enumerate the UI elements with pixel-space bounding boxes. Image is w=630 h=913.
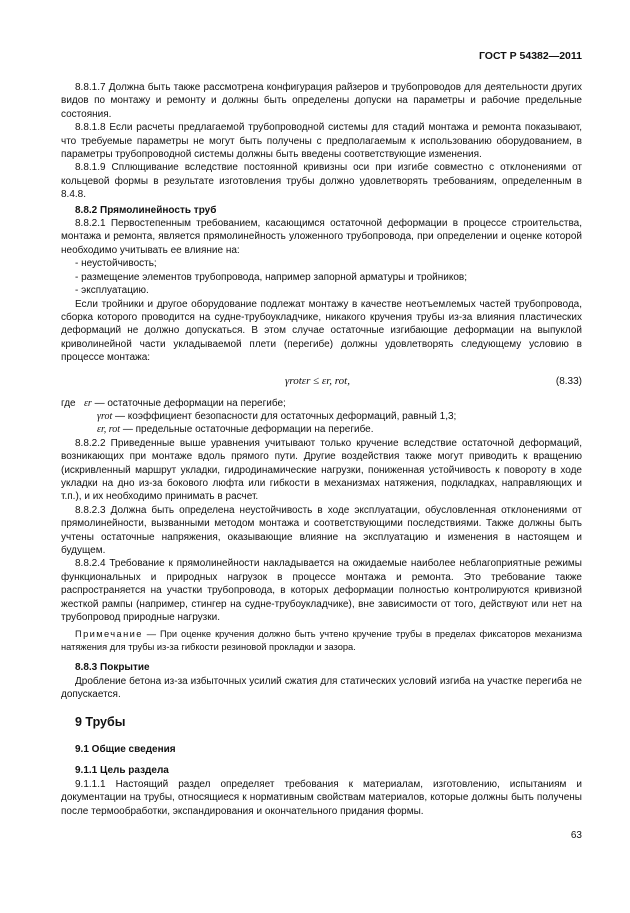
page-number: 63: [570, 830, 582, 841]
where-text: — коэффициент безопасности для остаточных деформаций, равный 1,3;: [115, 410, 457, 422]
where-item: [61, 397, 582, 410]
paragraph-8-8-1-7: 8.8.1.7 Должна быть также рассмотрена конфигурация райзеров и трубопроводов для деятельности других видов по монтажу и ремонту и должны быть определены допуски на параметры и рабочие предельные состояния.: [61, 82, 582, 120]
where-lead: где: [61, 397, 76, 409]
note: [61, 628, 582, 653]
paragraph-8-8-1-8: 8.8.1.8 Если расчеты предлагаемой трубопроводной системы для стадий монтажа и ремонта показывают, что требуемые параметры не могут быть получены с предполагаемым к использованию оборудованием, в параметры трубопроводной системы должны быть введены соответствующие изменения.: [61, 122, 582, 161]
where-symbol: εr: [83, 397, 92, 409]
where-text: — предельные остаточные деформации на перегибе.: [122, 424, 374, 436]
where-symbol: εr, rot: [97, 424, 121, 436]
list-item: - неустойчивость;: [75, 258, 157, 270]
document-code: ГОСТ Р 54382—2011: [478, 50, 582, 62]
paragraph-8-8-1-9: 8.8.1.9 Сплющивание вследствие постоянной кривизны оси при изгибе совместно с отклонениями от кольцевой формы в результате изготовления трубы должно удовлетворять требованиям, определенным в 8.4.8.: [61, 162, 582, 201]
note-text: — При оценке кручения должно быть учтено кручение трубы в пределах фиксаторов механизма натяжения для трубы из-за гибкости резиновой прокладки и зазора.: [61, 629, 582, 652]
paragraph-8-8-2-3: 8.8.2.3 Должна быть определена неустойчивость в ходе эксплуатации, обусловленная отклонениями от прямолинейности, вызванными методом монтажа и соответствующими последствиями. Также должны быть учтены остаточные напряжения, оказывающие влияние на эксплуатацию и изменения в настоящем и будущем.: [61, 504, 582, 556]
where-symbol: γrot: [97, 410, 113, 422]
where-block: [61, 397, 582, 437]
heading-9-1-1: 9.1.1 Цель раздела: [75, 765, 169, 777]
paragraph-9-1-1-1: 9.1.1.1 Настоящий раздел определяет требования к материалам, изготовлению, испытаниям и документации на трубы, относящиеся к нормативным свойствам материалов, которые должны быть получены после термообработки, экспандирования и окончательного придания формы.: [61, 778, 582, 817]
paragraph-tees: Если тройники и другое оборудование подлежат монтажу в качестве неотъемлемых частей трубопровода, сборка которого проводится на судне-трубоукладчике, никакого кручения трубы из-за влияния пластических деформаций не должно допускаться. В этом случае остаточные изгибающие деформации на выпуклой криволинейной части укладываемой плети (перегибе) должны удовлетворять следующему условию в процессе монтажа:: [61, 298, 582, 364]
paragraph-8-8-2-2: 8.8.2.2 Приведенные выше уравнения учитывают только кручение вследствие остаточной деформаций, возникающих при монтаже вдоль прямого пути. Другие воздействия также могут приводить к вращению (искривленный маршрут укладки, гидродинамические нагрузки, пониженная устойчивость к повороту в ходе укладки на дно из-за бокового люфта или гибкости в механизмах натяжения, подкладках, направляющих и т.п.), и их необходимо принимать в расчет.: [61, 437, 582, 503]
paragraph-8-8-2-1: 8.8.2.1 Первостепенным требованием, касающимся остаточной деформации в процессе строительства, монтажа и ремонта, является прямолинейность уложенного трубопровода, при определении и оценке которой необходимо учитывать ее влияние на:: [61, 218, 582, 256]
heading-9-1: 9.1 Общие сведения: [75, 744, 176, 756]
where-item: [97, 410, 582, 423]
formula-number: (8.33): [555, 375, 582, 387]
where-item: [97, 423, 582, 436]
heading-9: 9 Трубы: [75, 714, 126, 729]
paragraph-8-8-2-4: 8.8.2.4 Требование к прямолинейности накладывается на ожидаемые наиболее неблагоприятные режимы функциональных и природных нагрузок в процессе монтажа и ремонта. Это требование также распространяется на участки трубопровода, в которых деформации полностью контролируются кривизной жесткой рампы (например, стингер на судне-трубоукладчике), вне зависимости от того, действуют или нет на трубопровод природные нагрузки.: [61, 558, 582, 624]
paragraph-8-8-3: Дробление бетона из-за избыточных усилий сжатия для статических условий изгиба на участке перегиба не допускается.: [61, 675, 582, 701]
note-lead: Примечание: [75, 629, 143, 640]
list-item: - эксплуатацию.: [75, 285, 149, 297]
heading-8-8-3: 8.8.3 Покрытие: [75, 662, 150, 674]
where-text: — остаточные деформации на перегибе;: [94, 397, 286, 409]
formula-expression: γrotεr ≤ εr, rot,: [285, 374, 350, 387]
list-item: - размещение элементов трубопровода, например запорной арматуры и тройников;: [75, 271, 467, 283]
heading-8-8-2: 8.8.2 Прямолинейность труб: [75, 204, 217, 216]
formula-8-33: [61, 373, 582, 391]
document-body: [61, 81, 582, 818]
